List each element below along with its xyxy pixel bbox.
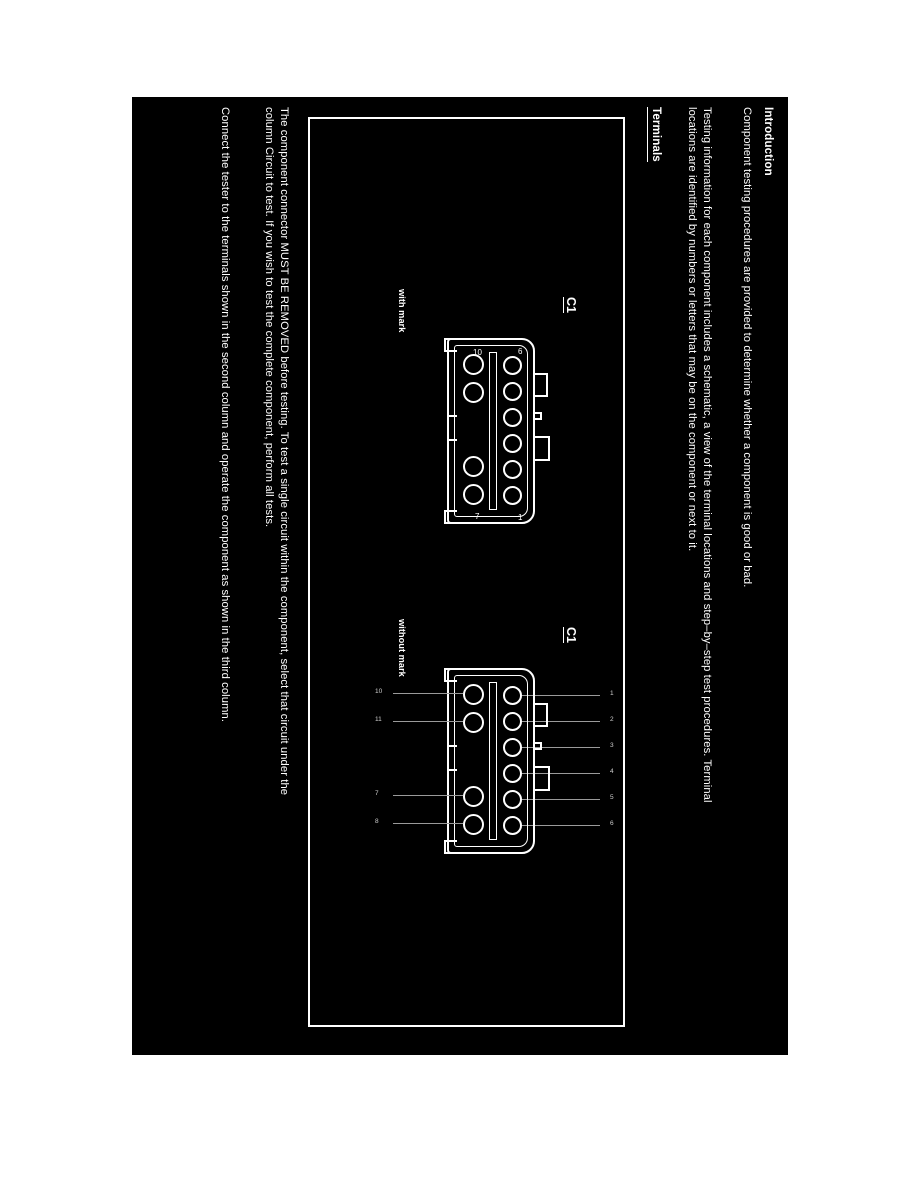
connector2-foot-right <box>444 840 457 854</box>
connector-foot-right <box>444 510 457 524</box>
terminals-paragraph2: Connect the tester to the terminals shown in the second column and operate the component as shown in the third column. <box>219 107 231 723</box>
pin-2 <box>503 460 522 479</box>
pin-10 <box>463 354 484 375</box>
connector-without-mark-variant: without mark <box>397 619 407 677</box>
terminals-paragraph1-line2: column Circuit to test. If you wish to test the complete component, perform all tests. <box>263 107 275 528</box>
connector-center-slot <box>489 352 497 510</box>
connector-with-mark <box>310 272 623 602</box>
leader-label-4: 4 <box>610 768 614 775</box>
scanned-page-area <box>132 97 788 1055</box>
leader-label-7: 7 <box>375 790 379 797</box>
pin2-11 <box>463 712 484 733</box>
leader-label-11: 11 <box>375 716 382 723</box>
leader-label-3: 3 <box>610 742 614 749</box>
leader-line-8 <box>393 823 463 824</box>
pin-number-6: 6 <box>518 347 523 356</box>
connector-illustration-frame <box>308 117 625 1027</box>
leader-label-6: 6 <box>610 820 614 827</box>
leader-label-5: 5 <box>610 794 614 801</box>
leader-line-7 <box>393 795 463 796</box>
connector-foot-left <box>444 338 457 352</box>
pin2-6 <box>503 816 522 835</box>
connector2-tab-right <box>533 766 550 791</box>
connector-with-mark-name: C1 <box>564 297 578 313</box>
pin-number-10: 10 <box>473 348 482 357</box>
rotated-content <box>132 97 788 1055</box>
connector-with-mark-variant: with mark <box>397 289 407 333</box>
introduction-paragraph2-line1: Testing information for each component includes a schematic, a view of the terminal locations and step–by–step test procedures. Terminal <box>701 107 713 803</box>
leader-line-11 <box>393 721 463 722</box>
connector2-foot-left <box>444 668 457 682</box>
introduction-paragraph: Component testing procedures are provided to determine whether a component is good or bad. <box>741 107 753 588</box>
pin-number-1: 1 <box>518 513 523 522</box>
leader-line-10 <box>393 693 463 694</box>
pin-9 <box>463 382 484 403</box>
pin-number-7: 7 <box>475 512 480 521</box>
pin2-2 <box>503 712 522 731</box>
pin2-1 <box>503 686 522 705</box>
pin2-10 <box>463 684 484 705</box>
pin-5 <box>503 382 522 401</box>
leader-label-10: 10 <box>375 688 383 695</box>
terminals-heading-text: Terminals <box>648 107 665 162</box>
leader-label-2: 2 <box>610 716 614 723</box>
pin-7 <box>463 484 484 505</box>
connector2-center-slot <box>489 682 497 840</box>
pin-4 <box>503 408 522 427</box>
pin2-8 <box>463 814 484 835</box>
pin2-7 <box>463 786 484 807</box>
introduction-heading <box>761 107 777 176</box>
connector2-bottom-latch <box>447 745 457 771</box>
connector2-tab-left <box>533 703 548 727</box>
terminals-heading <box>648 107 665 162</box>
terminals-paragraph1-line1: The component connector MUST BE REMOVED before testing. To test a single circuit within the component, select that circuit under the <box>278 107 290 796</box>
connector-without-mark-name: C1 <box>564 627 578 643</box>
leader-label-8: 8 <box>375 818 379 825</box>
pin2-4 <box>503 764 522 783</box>
pin2-3 <box>503 738 522 757</box>
introduction-heading-text: Introduction <box>762 107 775 176</box>
connector-tab-left <box>533 373 548 397</box>
leader-label-1: 1 <box>610 690 614 697</box>
connector-tab-right <box>533 436 550 461</box>
introduction-paragraph2-line2: locations are identified by numbers or letters that may be on the component or next to it. <box>686 107 698 552</box>
pin-1 <box>503 486 522 505</box>
pin-6 <box>503 356 522 375</box>
pin-8 <box>463 456 484 477</box>
connector-bottom-latch <box>447 415 457 441</box>
connector-without-mark <box>310 602 623 1022</box>
pin2-5 <box>503 790 522 809</box>
pin-3 <box>503 434 522 453</box>
